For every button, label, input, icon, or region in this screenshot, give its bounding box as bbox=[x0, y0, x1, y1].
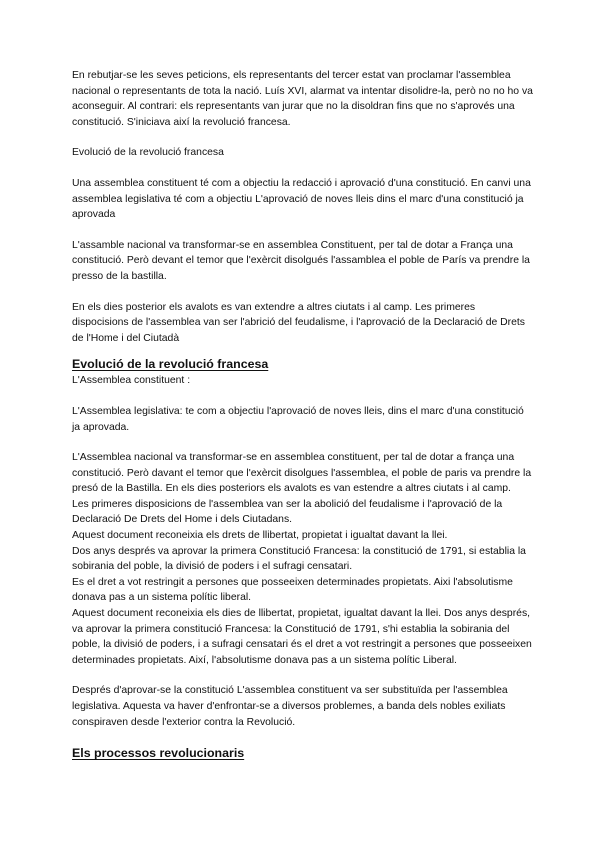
paragraph-assemblea-nacional: L'assamble nacional va transformar-se en assemblea Constituent, per tal de dotar a França una constitució. Però devant el temor que l'exèrcit disolgués l'assamblea el poble de París va prendre la presso de la bastilla. bbox=[72, 239, 530, 282]
paragraph-drets: Aquest document reconeixia els drets de llibertat, propietat i igualtat davant la llei. bbox=[72, 530, 448, 542]
paragraph-constituent-label: L'Assemblea constituent : bbox=[72, 375, 191, 387]
paragraph-intro: En rebutjar-se les seves peticions, els representants del tercer estat van proclamar l'assemblea nacional o representants de tota la nació. Luís XVI, alarmat va intentar disolidre-la, però no no ho va aconseguir. Al contrari: els representants van jurar que no la disoldran fins que no s'aprovés una constitució. S'iniciava així la revolució francesa. bbox=[72, 70, 533, 128]
subtitle-evolucio: Evolució de la revolució francesa bbox=[72, 147, 224, 159]
paragraph-avalots: En els dies posterior els avalots es van extendre a altres ciutats i al camp. Les primeres dispocisions de l'assemblea van ser l'abrició del feudalisme, i l'aprovació de la Declaració de Drets de l'Home i del Ciutadà bbox=[72, 301, 525, 344]
paragraph-resum: Aquest document reconeixia els dies de llibertat, propietat, igualtat davant la llei. Dos anys després, va aprovar la primera constitució Francesa: la Constitució de 1791, s'hi establia la sobirania del poble, la divisió de poders, i a sufragi censatari és el dret a vot restringit a persones que posseeixen determinades propietats. Així, l'absolutisme donava pas a un sistema polític Liberal. bbox=[72, 608, 532, 666]
document-page bbox=[72, 68, 534, 762]
heading-evolucio: Evolució de la revolució francesa bbox=[72, 357, 269, 372]
paragraph-transformacio: L'Assemblea nacional va transformar-se en assemblea constituent, per tal de dotar a frança una constitució. Però davant el temor que l'exèrcit disolgues l'assemblea, el poble de paris va prendre la presó de la Bastilla. En els dies posteriors els avalots es van estendre a altres ciutats i al camp. bbox=[72, 452, 532, 495]
paragraph-disposicions: Les primeres disposicions de l'assemblea van ser la abolició del feudalisme i l'aprovació de la Declaració De Drets del Home i dels Ciutadans. bbox=[72, 498, 503, 526]
paragraph-constitucio-1791: Dos anys després va aprovar la primera Constitució Francesa: la constitució de 1791, si establia la sobirania del poble, la divisió de poders i el sufragi censatari. bbox=[72, 545, 526, 573]
paragraph-sufragi: Es el dret a vot restringit a persones que posseeixen determinades propietats. Aixi l'absolutisme donava pas a un sistema polític liberal. bbox=[72, 576, 513, 604]
paragraph-assemblees: Una assemblea constituent té com a objectiu la redacció i aprovació d'una constitució. En canvi una assemblea legislativa té com a objectiu L'aprovació de noves lleis dins el marc d'una constitució ja aprovada bbox=[72, 177, 531, 221]
heading-processos: Els processos revolucionaris bbox=[72, 746, 245, 761]
paragraph-legislativa: L'Assemblea legislativa: te com a objectiu l'aprovació de noves lleis, dins el marc d'una constitució ja aprovada. bbox=[72, 405, 524, 433]
paragraph-legislativa-final: Després d'aprovar-se la constitució L'assemblea constituent va ser substituïda per l'assemblea legislativa. Aquesta va haver d'enfrontar-se a diversos problemes, a banda dels nobles exiliats conspiraven desde l'exterior contra la Revolució. bbox=[72, 685, 508, 728]
